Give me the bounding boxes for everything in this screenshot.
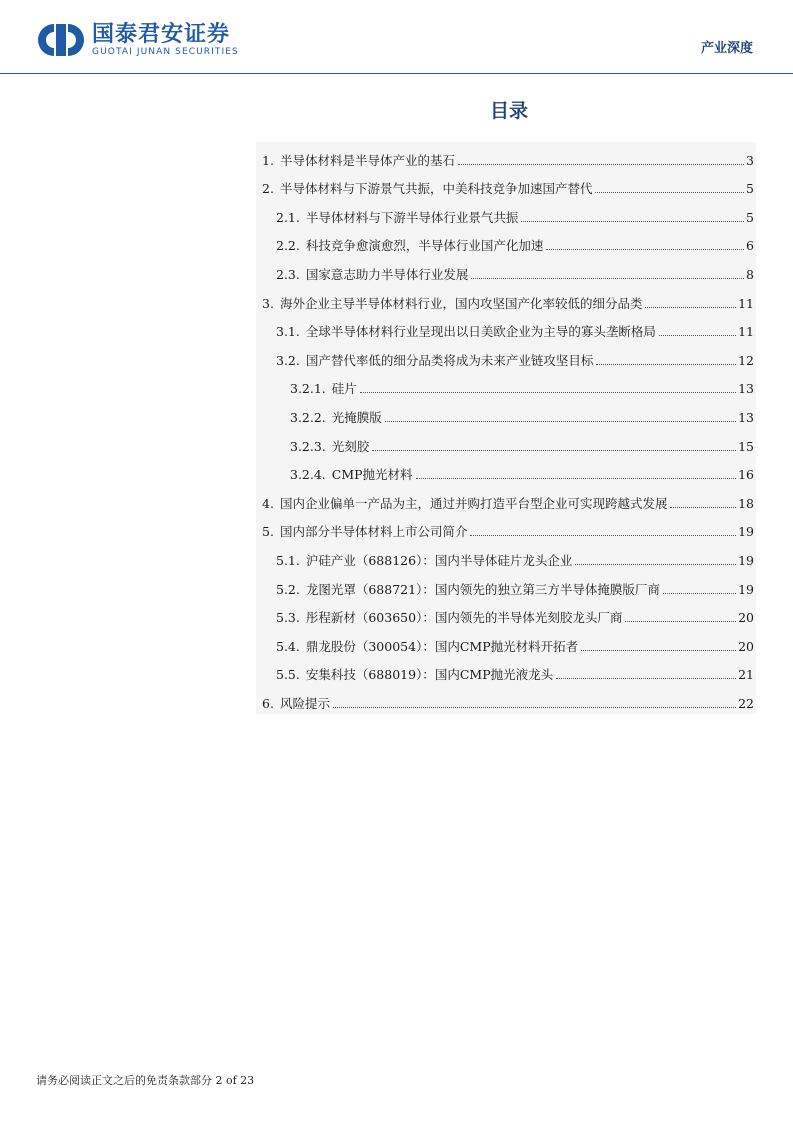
toc-entry[interactable]: [256, 542, 756, 571]
toc-dot-leader: [670, 507, 736, 508]
logo-mark-icon: [36, 22, 86, 58]
toc-entry-text: CMP抛光材料: [331, 467, 413, 483]
toc-dot-leader: [645, 307, 736, 308]
toc-entry-number: 3.: [262, 295, 274, 311]
toc-entry[interactable]: [256, 514, 756, 543]
toc-entry[interactable]: [256, 228, 756, 257]
toc-entry-page: 5: [746, 209, 754, 225]
toc-entry[interactable]: [256, 571, 756, 600]
toc-entry-page: 11: [738, 295, 754, 311]
toc-entry[interactable]: [256, 285, 756, 314]
toc-entry-text: 鼎龙股份（300054）：国内CMP抛光材料开拓者: [305, 638, 579, 654]
toc-entry-number: 4.: [262, 495, 274, 511]
toc-entry[interactable]: [256, 314, 756, 343]
toc-dot-leader: [575, 564, 736, 565]
toc-entry-number: 3.2.4.: [290, 467, 326, 483]
toc-entry-text: 彤程新材（603650）：国内领先的半导体光刻胶龙头厂商: [305, 610, 623, 626]
toc-dot-leader: [596, 364, 736, 365]
toc-entry-page: 19: [738, 581, 754, 597]
toc-entry[interactable]: [256, 685, 756, 714]
toc-entry-page: 19: [738, 524, 754, 540]
toc-entry-number: 3.2.: [276, 352, 300, 368]
toc-dot-leader: [663, 593, 736, 594]
document-type-label: 产业深度: [700, 41, 753, 56]
toc-dot-leader: [471, 278, 744, 279]
toc-dot-leader: [385, 421, 736, 422]
toc-entry-text: 国家意志助力半导体行业发展: [305, 266, 469, 282]
toc-entry[interactable]: [256, 371, 756, 400]
toc-entry-text: 科技竞争愈演愈烈，半导体行业国产化加速: [305, 238, 544, 254]
toc-entry-text: 国内企业偏单一产品为主，通过并购打造平台型企业可实现跨越式发展: [279, 495, 668, 511]
toc-entry-text: 海外企业主导半导体材料行业，国内攻坚国产化率较低的细分品类: [279, 295, 643, 311]
toc-entry-text: 半导体材料与下游半导体行业景气共振: [305, 209, 519, 225]
toc-dot-leader: [333, 707, 736, 708]
toc-entry[interactable]: [256, 142, 756, 171]
company-logo: [36, 20, 239, 60]
toc-entry-page: 21: [738, 667, 754, 683]
toc-entry-page: 20: [738, 610, 754, 626]
toc-entry-text: 光掩膜版: [331, 409, 382, 425]
toc-entry[interactable]: [256, 171, 756, 200]
toc-title: 目录: [489, 100, 528, 122]
toc-entry[interactable]: [256, 399, 756, 428]
toc-entry-page: 6: [746, 238, 754, 254]
toc-entry-number: 3.2.3.: [290, 438, 326, 454]
toc-entry-text: 光刻胶: [331, 438, 370, 454]
logo-english-name: GUOTAI JUNAN SECURITIES: [92, 46, 239, 57]
toc-dot-leader: [546, 249, 744, 250]
toc-entry[interactable]: [256, 657, 756, 686]
toc-entry-text: 半导体材料是半导体产业的基石: [279, 152, 455, 168]
toc-entry-page: 3: [746, 152, 754, 168]
toc-entry-number: 2.3.: [276, 266, 300, 282]
toc-dot-leader: [360, 392, 736, 393]
toc-entry-page: 12: [738, 352, 754, 368]
toc-dot-leader: [581, 650, 736, 651]
logo-chinese-name: 国泰君安证券: [92, 21, 231, 47]
toc-dot-leader: [556, 678, 736, 679]
toc-dot-leader: [521, 221, 744, 222]
page-footer: 请务必阅读正文之后的免责条款部分 2 of 23: [36, 1074, 255, 1087]
toc-entry-number: 3.1.: [276, 324, 300, 340]
toc-dot-leader: [470, 535, 736, 536]
toc-entry-number: 5.2.: [276, 581, 300, 597]
page-header: [0, 0, 793, 74]
toc-entry-page: 13: [738, 409, 754, 425]
toc-dot-leader: [625, 621, 736, 622]
toc-entry-number: 2.: [262, 181, 274, 197]
toc-entry[interactable]: [256, 600, 756, 629]
toc-entry-number: 5.5.: [276, 667, 300, 683]
toc-entry-number: 3.2.2.: [290, 409, 326, 425]
toc-entry[interactable]: [256, 428, 756, 457]
toc-entry-text: 风险提示: [279, 695, 330, 711]
toc-dot-leader: [595, 192, 744, 193]
toc-entry[interactable]: [256, 628, 756, 657]
toc-entry-page: 13: [738, 381, 754, 397]
toc-entry-page: 18: [738, 495, 754, 511]
toc-entry-text: 硅片: [331, 381, 357, 397]
toc-entry-number: 3.2.1.: [290, 381, 326, 397]
toc-entry-page: 16: [738, 467, 754, 483]
toc-entry-page: 20: [738, 638, 754, 654]
toc-entry-number: 5.3.: [276, 610, 300, 626]
toc-entry-number: 2.2.: [276, 238, 300, 254]
toc-entry-text: 全球半导体材料行业呈现出以日美欧企业为主导的寡头垄断格局: [305, 324, 656, 340]
toc-entry[interactable]: [256, 199, 756, 228]
toc-entry[interactable]: [256, 342, 756, 371]
toc-entry-page: 15: [738, 438, 754, 454]
toc-entry-text: 安集科技（688019）：国内CMP抛光液龙头: [305, 667, 554, 683]
toc-entry-number: 5.4.: [276, 638, 300, 654]
toc-entry-text: 龙图光罩（688721）：国内领先的独立第三方半导体掩膜版厂商: [305, 581, 660, 597]
toc-entry-page: 22: [738, 695, 754, 711]
toc-entry[interactable]: [256, 457, 756, 486]
toc-dot-leader: [372, 450, 736, 451]
toc-entry-number: 6.: [262, 695, 274, 711]
toc-entry-page: 5: [746, 181, 754, 197]
toc-entry-text: 半导体材料与下游景气共振，中美科技竞争加速国产替代: [279, 181, 593, 197]
toc-entry-number: 2.1.: [276, 209, 300, 225]
toc-dot-leader: [659, 335, 736, 336]
toc-dot-leader: [416, 478, 737, 479]
toc-entry-page: 11: [738, 324, 754, 340]
table-of-contents: [256, 142, 756, 714]
toc-entry-number: 1.: [262, 152, 274, 168]
toc-entry-text: 国产替代率低的细分品类将成为未来产业链攻坚目标: [305, 352, 594, 368]
toc-dot-leader: [458, 164, 744, 165]
toc-entry[interactable]: [256, 485, 756, 514]
toc-entry[interactable]: [256, 256, 756, 285]
toc-entry-page: 19: [738, 552, 754, 568]
toc-entry-text: 沪硅产业（688126）：国内半导体硅片龙头企业: [305, 552, 573, 568]
toc-entry-text: 国内部分半导体材料上市公司简介: [279, 524, 468, 540]
toc-entry-number: 5.1.: [276, 552, 300, 568]
header-divider: [0, 73, 793, 74]
toc-entry-page: 8: [746, 266, 754, 282]
toc-entry-number: 5.: [262, 524, 274, 540]
